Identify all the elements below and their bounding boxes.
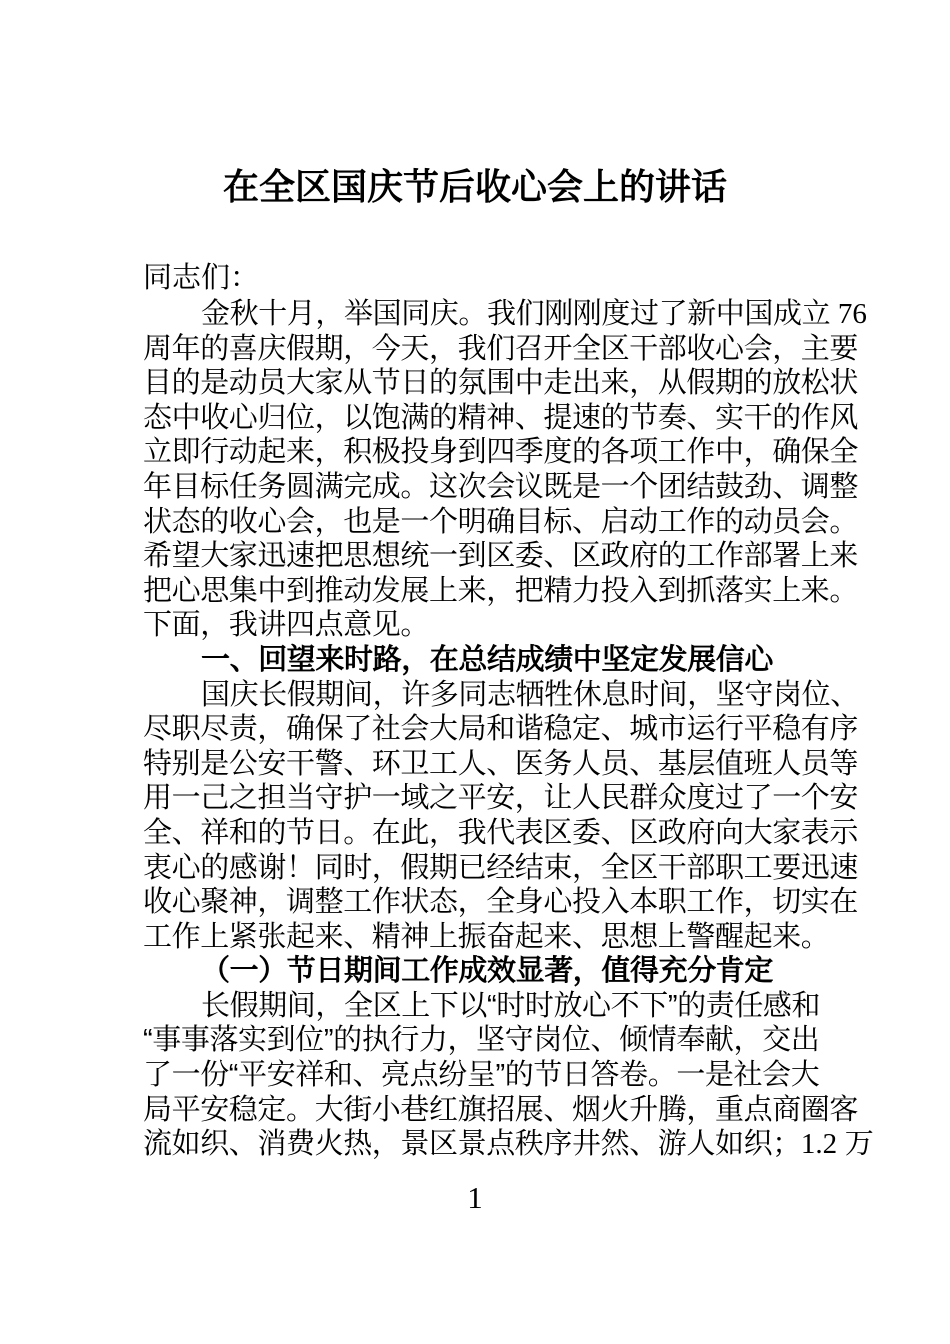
text-line: 工作上紧张起来、精神上振奋起来、思想上警醒起来。: [143, 920, 830, 953]
text-line: 流如织、消费火热，景区景点秩序井然、游人如织；1.2 万: [143, 1128, 874, 1161]
latin-numeral: 76: [837, 298, 867, 330]
text-line: 希望大家迅速把思想统一到区委、区政府的工作部署上来: [143, 540, 859, 573]
text-line: 局平安稳定。大街小巷红旗招展、烟火升腾，重点商圈客: [143, 1093, 859, 1126]
text-line: 尽职尽责，确保了社会大局和谐稳定、城市运行平稳有序: [143, 713, 859, 746]
section-heading-line: 一、回望来时路，在总结成绩中坚定发展信心: [201, 643, 774, 676]
salutation: 同志们：: [143, 262, 260, 294]
text-line: 了一份“平安祥和、亮点纷呈”的节日答卷。一是社会大: [143, 1059, 820, 1092]
document-title: 在全区国庆节后收心会上的讲话: [222, 166, 727, 207]
text-line: 用一己之担当守护一域之平安，让人民群众度过了一个安: [143, 782, 859, 815]
section-heading-line: （一）节日期间工作成效显著，值得充分肯定: [201, 955, 774, 988]
text-line: 下面，我讲四点意见。: [143, 609, 430, 642]
text-line: 周年的喜庆假期，今天，我们召开全区干部收心会，主要: [143, 332, 859, 365]
text-line: 态中收心归位，以饱满的精神、提速的节奏、实干的作风: [143, 401, 859, 434]
text-line: 特别是公安干警、环卫工人、医务人员、基层值班人员等: [143, 747, 859, 780]
text-line: 金秋十月，举国同庆。我们刚刚度过了新中国成立 76: [201, 298, 867, 330]
text-line: 年目标任务圆满完成。这次会议既是一个团结鼓劲、调整: [143, 470, 859, 503]
text-line: 收心聚神，调整工作状态，全身心投入本职工作，切实在: [143, 886, 859, 919]
text-line: 国庆长假期间，许多同志牺牲休息时间，坚守岗位、: [201, 678, 859, 711]
text-line: 目的是动员大家从节日的氛围中走出来，从假期的放松状: [143, 367, 859, 400]
text-line: 立即行动起来，积极投身到四季度的各项工作中，确保全: [143, 436, 859, 469]
document-body: [143, 297, 874, 1162]
text-line: 状态的收心会，也是一个明确目标、启动工作的动员会。: [143, 505, 859, 538]
latin-numeral: 1.2: [800, 1128, 838, 1161]
text-line: 长假期间，全区上下以“时时放心不下”的责任感和: [201, 989, 821, 1022]
page-number: 1: [467, 1180, 483, 1215]
text-line: 把心思集中到推动发展上来，把精力投入到抓落实上来。: [143, 574, 859, 607]
text-line: 衷心的感谢！同时，假期已经结束，全区干部职工要迅速: [143, 851, 859, 884]
text-line: “事事落实到位”的执行力，坚守岗位、倾情奉献，交出: [143, 1024, 820, 1057]
text-line: 全、祥和的节日。在此，我代表区委、区政府向大家表示: [143, 816, 859, 849]
